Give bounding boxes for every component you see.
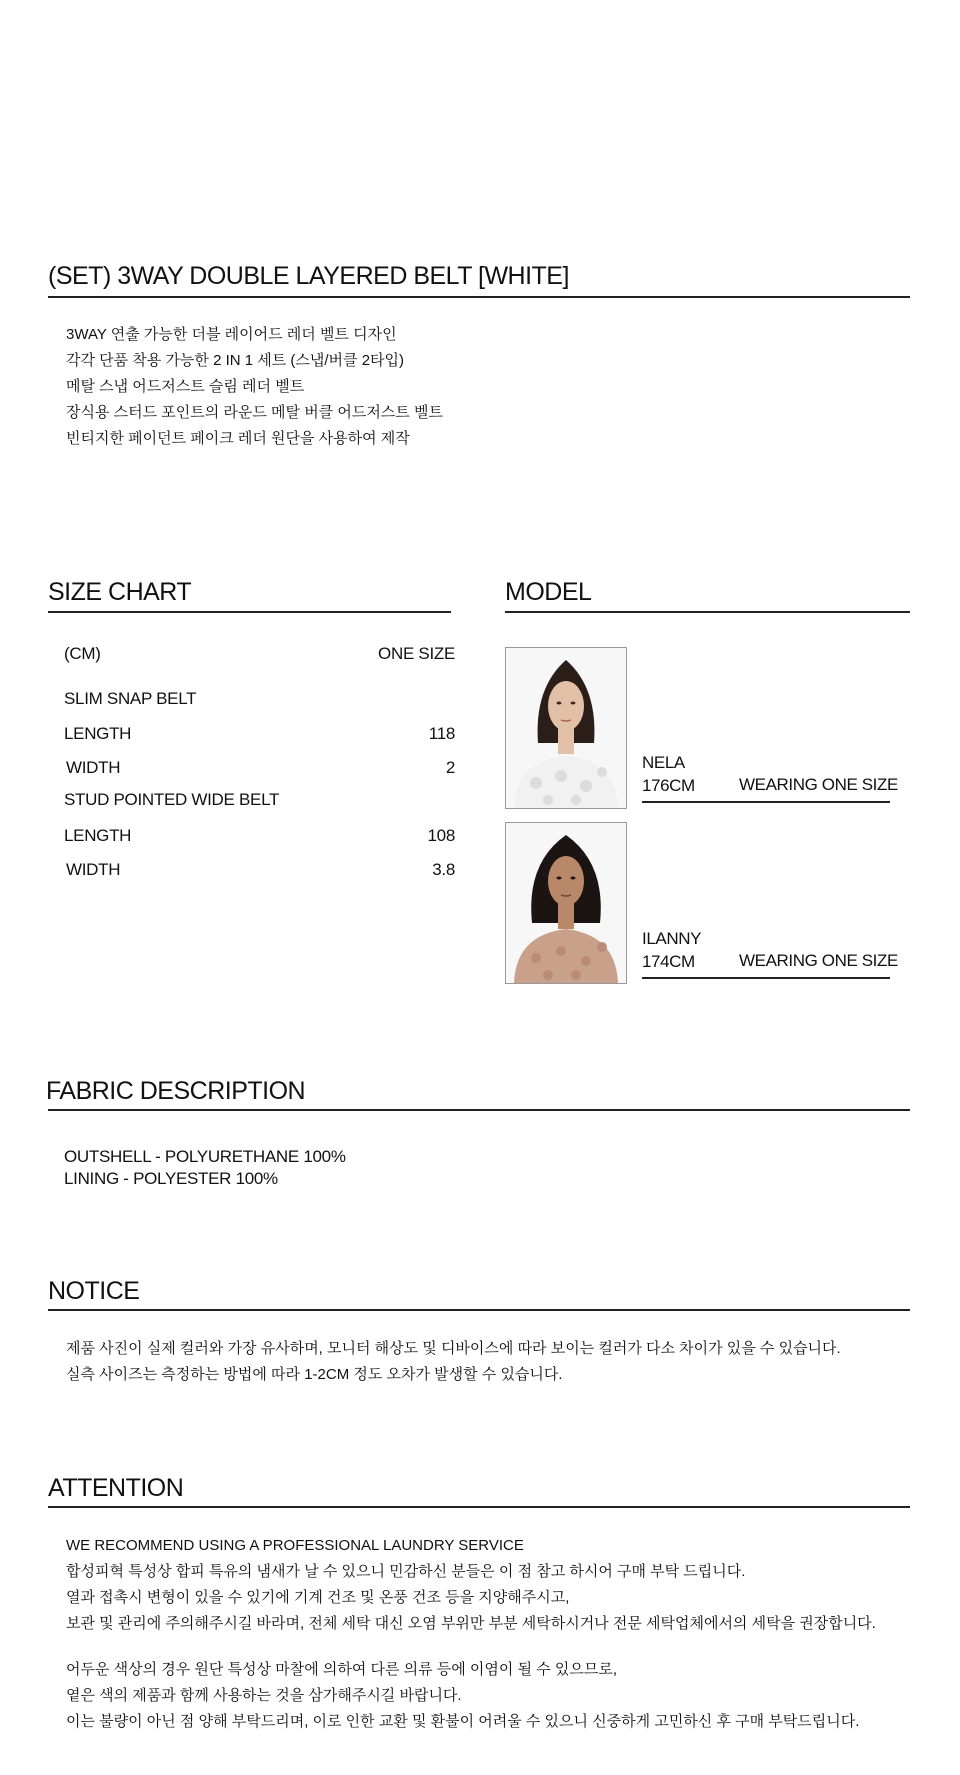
fabric-line: LINING - POLYESTER 100% (64, 1169, 278, 1188)
length-value: 118 (428, 724, 455, 743)
attention-divider (48, 1506, 910, 1508)
model-photo-ilanny (505, 822, 627, 984)
belt-name-stud: STUD POINTED WIDE BELT (64, 790, 280, 809)
attention-line: 보관 및 관리에 주의해주시길 바라며, 전체 세탁 대신 오염 부위만 부분 세탁하시거나 전문 세탁업체에서의 세탁을 권장합니다. (66, 1615, 876, 1632)
attention-text (66, 1657, 859, 1735)
notice-divider (48, 1309, 910, 1311)
width-value: 3.8 (432, 860, 455, 879)
attention-line: WE RECOMMEND USING A PROFESSIONAL LAUNDRY SERVICE (66, 1537, 524, 1554)
model-height: 174CM (642, 952, 695, 971)
notice-line: 제품 사진이 실제 컬러와 가장 유사하며, 모니터 해상도 및 디바이스에 따라 보이는 컬러가 다소 차이가 있을 수 있습니다. (66, 1340, 841, 1357)
fabric-line: OUTSHELL - POLYURETHANE 100% (64, 1147, 346, 1166)
width-value: 2 (445, 758, 455, 777)
model-name: ILANNY (642, 929, 702, 948)
feature-item: 3WAY 연출 가능한 더블 레이어드 레더 벨트 디자인 (66, 326, 397, 343)
model-heading: MODEL (505, 578, 592, 606)
fabric-heading: FABRIC DESCRIPTION (46, 1077, 306, 1105)
attention-line: 어두운 색상의 경우 원단 특성상 마찰에 의하여 다른 의류 등에 이염이 될 수 있으므로, (66, 1661, 618, 1678)
notice-heading: NOTICE (48, 1277, 140, 1305)
attention-line: 옅은 색의 제품과 함께 사용하는 것을 삼가해주시길 바랍니다. (66, 1687, 462, 1704)
fabric-divider (48, 1109, 910, 1111)
model-wearing-size: WEARING ONE SIZE (739, 951, 898, 970)
feature-item: 장식용 스터드 포인트의 라운드 메탈 버클 어드저스트 벨트 (66, 404, 443, 421)
size-chart-heading: SIZE CHART (48, 578, 192, 606)
attention-line: 이는 불량이 아닌 점 양해 부탁드리며, 이로 인한 교환 및 환불이 어려울 수 있으니 신중하게 고민하신 후 구매 부탁드립니다. (66, 1713, 860, 1730)
feature-item: 각각 단품 착용 가능한 2 IN 1 세트 (스냅/버클 2타입) (66, 352, 405, 369)
notice-text (66, 1336, 841, 1388)
model-divider (642, 977, 890, 979)
model-divider (505, 611, 910, 613)
product-title: (SET) 3WAY DOUBLE LAYERED BELT [WHITE] (48, 262, 569, 290)
size-chart-divider (48, 611, 451, 613)
title-divider (48, 296, 910, 298)
attention-line: 합성피혁 특성상 합피 특유의 냄새가 날 수 있으니 민감하신 분들은 이 점 참고 하시어 구매 부탁 드립니다. (66, 1563, 746, 1580)
feature-item: 빈티지한 페이던트 페이크 레더 원단을 사용하여 제작 (66, 430, 410, 447)
width-label: WIDTH (66, 860, 121, 879)
belt-name-slim: SLIM SNAP BELT (64, 689, 197, 708)
model-divider (642, 801, 890, 803)
length-label: LENGTH (64, 724, 132, 743)
length-label: LENGTH (64, 826, 132, 845)
attention-line: 열과 접촉시 변형이 있을 수 있기에 기계 건조 및 온풍 건조 등을 지양해주시고, (66, 1589, 570, 1606)
size-column-header: ONE SIZE (378, 644, 455, 663)
model-wearing-size: WEARING ONE SIZE (739, 775, 898, 794)
model-portrait (506, 823, 626, 983)
model-name: NELA (642, 753, 685, 772)
size-unit-label: (CM) (64, 644, 101, 663)
width-label: WIDTH (66, 758, 121, 777)
length-value: 108 (427, 826, 455, 845)
feature-list (66, 322, 443, 452)
feature-item: 메탈 스냅 어드저스트 슬림 레더 벨트 (66, 378, 305, 395)
model-portrait (506, 648, 626, 808)
model-height: 176CM (642, 776, 695, 795)
notice-line: 실측 사이즈는 측정하는 방법에 따라 1-2CM 정도 오차가 발생할 수 있습니다. (66, 1366, 563, 1383)
model-photo-nela (505, 647, 627, 809)
attention-text (66, 1533, 876, 1637)
attention-heading: ATTENTION (48, 1474, 184, 1502)
fabric-composition (64, 1146, 346, 1190)
